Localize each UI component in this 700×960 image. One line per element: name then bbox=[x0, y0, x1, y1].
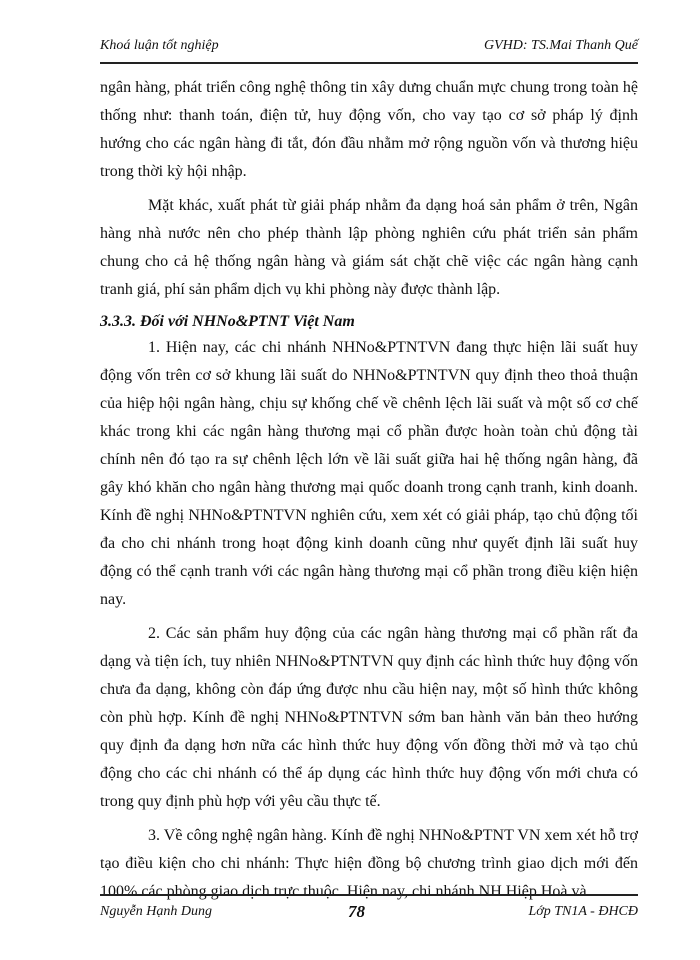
page-footer bbox=[100, 902, 638, 924]
paragraph-2: Mặt khác, xuất phát từ giải pháp nhằm đa dạng hoá sản phẩm ở trên, Ngân hàng nhà nước nên cho phép thành lập phòng nghiên cứu phát triển sản phẩm chung cho cả hệ thống ngân hàng và giám sát chặt chẽ việc các ngân hàng cạnh tranh giá, phí sản phẩm dịch vụ khi phòng này được thành lập. bbox=[100, 197, 638, 298]
footer-author: Nguyễn Hạnh Dung bbox=[100, 904, 212, 919]
paragraph-4: 2. Các sản phẩm huy động của các ngân hàng thương mại cổ phần rất đa dạng và tiện ích, tuy nhiên NHNo&PTNTVN quy định các hình thức huy động vốn chưa đa dạng, không còn đáp ứng được nhu cầu hiện nay, một số hình thức không còn phù hợp. Kính đề nghị NHNo&PTNTVN sớm ban hành văn bản theo hướng quy định đa dạng hơn nữa các hình thức huy động vốn đồng thời mở và tạo chủ động cho các chi nhánh có thể áp dụng các hình thức huy động vốn mới chưa có trong quy định phù hợp với yêu cầu thực tế. bbox=[100, 625, 638, 810]
section-heading: 3.3.3. Đối với NHNo&PTNT Việt Nam bbox=[100, 313, 355, 330]
header-thesis-label: Khoá luận tốt nghiệp bbox=[100, 38, 219, 53]
paragraph-1: ngân hàng, phát triển công nghệ thông tin xây dưng chuẩn mực chung trong toàn hệ thống như: thanh toán, điện tử, huy động vốn, cho vay tạo cơ sở pháp lý định hướng cho các ngân hàng đi tắt, đón đầu nhằm mở rộng nguồn vốn và thương hiệu trong thời kỳ hội nhập. bbox=[100, 79, 638, 180]
page-header bbox=[100, 38, 638, 58]
header-rule bbox=[100, 62, 638, 64]
footer-class: Lớp TN1A - ĐHCĐ bbox=[528, 904, 638, 919]
page-number: 78 bbox=[348, 902, 365, 921]
document-body bbox=[100, 74, 638, 912]
footer-rule bbox=[100, 894, 638, 896]
paragraph-3: 1. Hiện nay, các chi nhánh NHNo&PTNTVN đang thực hiện lãi suất huy động vốn trên cơ sở khung lãi suất do NHNo&PTNTVN quy định theo thoả thuận của hiệp hội ngân hàng, chịu sự khống chế về chênh lệch lãi suất và một số cơ chế khác trong khi các ngân hàng thương mại cổ phần được hoàn toàn chủ động tài chính nên đó tạo ra sự chênh lệch lớn về lãi suất giữa hai hệ thống ngân hàng, đã gây khó khăn cho ngân hàng thương mại quốc doanh trong cạnh tranh, kinh doanh. Kính đề nghị NHNo&PTNTVN nghiên cứu, xem xét có giải pháp, tạo chủ động tối đa cho chi nhánh trong hoạt động kinh doanh cũng như quyết định lãi suất huy động có thể cạnh tranh với các ngân hàng thương mại cổ phần trong điều kiện hiện nay. bbox=[100, 339, 638, 608]
paragraph-5: 3. Về công nghệ ngân hàng. Kính đề nghị NHNo&PTNT VN xem xét hỗ trợ tạo điều kiện cho chi nhánh: Thực hiện đồng bộ chương trình giao dịch mới đến 100% các phòng giao dịch trực thuộc. Hiện nay, chi nhánh NH Hiệp Hoà và bbox=[100, 827, 638, 900]
header-advisor: GVHD: TS.Mai Thanh Quế bbox=[484, 38, 638, 53]
